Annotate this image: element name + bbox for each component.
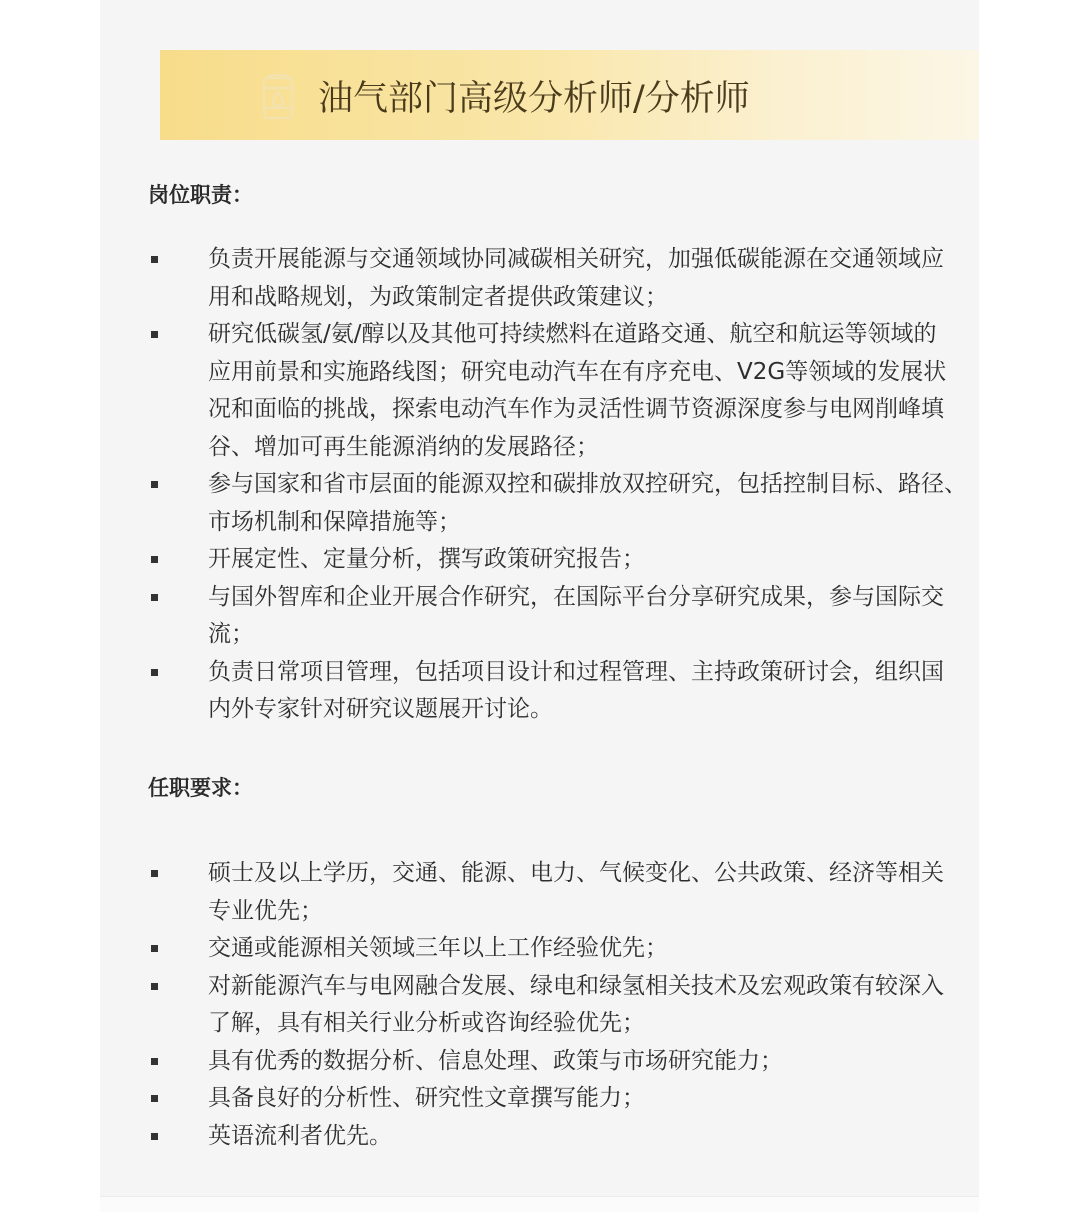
- list-item: 研究低碳氢/氨/醇以及其他可持续燃料在道路交通、航空和航运等领域的应用前景和实施路线图；研究电动汽车在有序充电、V2G等领域的发展状况和面临的挑战，探索电动汽车作为灵活性调节资源深度参与电网削峰填谷、增加可再生能源消纳的发展路径；: [148, 316, 948, 466]
- bullet-icon: [151, 1058, 158, 1065]
- duties-heading: 岗位职责：: [148, 183, 253, 207]
- requirements-heading: 任职要求：: [148, 776, 253, 800]
- bullet-icon: [151, 481, 158, 488]
- bullet-icon: [151, 331, 158, 338]
- list-item: 英语流利者优先。: [148, 1118, 948, 1156]
- bullet-icon: [151, 669, 158, 676]
- duties-list: [148, 241, 967, 729]
- oil-barrel-icon: [258, 70, 298, 122]
- card-divider: [100, 1196, 979, 1212]
- bullet-icon: [151, 870, 158, 877]
- bullet-icon: [151, 556, 158, 563]
- list-item: 参与国家和省市层面的能源双控和碳排放双控研究，包括控制目标、路径、市场机制和保障措施等；: [148, 466, 948, 541]
- list-item: 与国外智库和企业开展合作研究，在国际平台分享研究成果，参与国际交流；: [148, 579, 948, 654]
- list-item: 负责日常项目管理，包括项目设计和过程管理、主持政策研讨会，组织国内外专家针对研究议题展开讨论。: [148, 654, 948, 729]
- page-title: 油气部门高级分析师/分析师: [318, 79, 750, 119]
- list-item: 负责开展能源与交通领域协同减碳相关研究，加强低碳能源在交通领域应用和战略规划，为政策制定者提供政策建议；: [148, 241, 948, 316]
- bullet-icon: [151, 1095, 158, 1102]
- requirements-list: [148, 855, 948, 1155]
- bullet-icon: [151, 983, 158, 990]
- list-item: 对新能源汽车与电网融合发展、绿电和绿氢相关技术及宏观政策有较深入了解，具有相关行业分析或咨询经验优先；: [148, 968, 948, 1043]
- bullet-icon: [151, 256, 158, 263]
- bullet-icon: [151, 594, 158, 601]
- list-item: 开展定性、定量分析，撰写政策研究报告；: [148, 541, 948, 579]
- list-item: 具有优秀的数据分析、信息处理、政策与市场研究能力；: [148, 1043, 948, 1081]
- list-item: 交通或能源相关领域三年以上工作经验优先；: [148, 930, 948, 968]
- list-item: 硕士及以上学历，交通、能源、电力、气候变化、公共政策、经济等相关专业优先；: [148, 855, 948, 930]
- bullet-icon: [151, 945, 158, 952]
- bullet-icon: [151, 1133, 158, 1140]
- list-item: 具备良好的分析性、研究性文章撰写能力；: [148, 1080, 948, 1118]
